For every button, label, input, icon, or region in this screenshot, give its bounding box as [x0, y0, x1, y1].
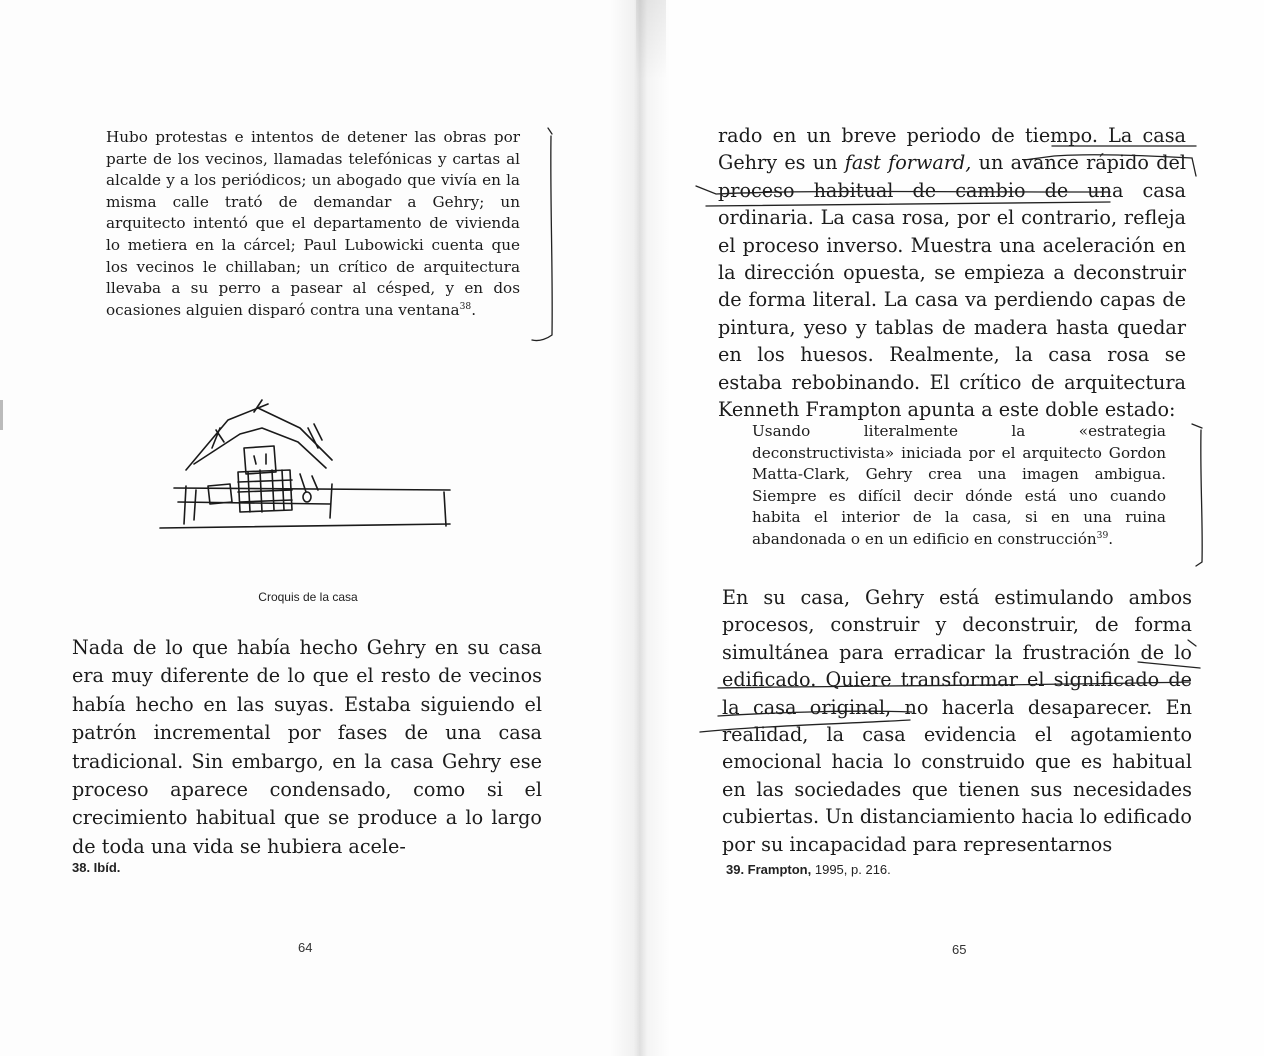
- body-text-right-top-part2: un avance rápido del proceso habitual de cambio de una casa ordinaria. La casa rosa, por el contrario, refleja el proceso inverso. Muestra una aceleración en la dirección opuesta, se empieza a deconstruir de forma literal. La casa va perdiendo capas de pintura, yeso y tablas de madera hasta quedar en los huesos. Realmente, la casa rosa se estaba rebobinando. El crítico de arquitectura Kenneth Frampton apunta a este doble estado:: [718, 151, 1186, 422]
- body-text-left: Nada de lo que había hecho Gehry en su casa era muy diferente de lo que el resto de vecinos había hecho en las suyas. Estaba siguiendo el patrón incremental por fases de una casa tradicional. Sin embargo, en la casa Gehry ese proceso aparece condensado, como si el crecimiento habitual que se produce a lo largo de toda una vida se hubiera acele-: [72, 636, 542, 858]
- figure-caption: Croquis de la casa: [258, 590, 358, 604]
- italic-term-fast-forward: fast forward,: [844, 151, 972, 175]
- footnote-39-author: 39. Frampton,: [726, 862, 812, 877]
- body-text-right-top-part1: rado en un breve periodo de tiempo. La casa Gehry es un: [718, 124, 1186, 175]
- body-text-right-bottom: En su casa, Gehry está estimulando ambos procesos, construir y deconstruir, de forma simultánea para erradicar la frustración de lo edificado. Quiere transformar el significado de la casa original, no hacerla desaparecer. En realidad, la casa evidencia el agotamiento emocional hacia lo construido que es habitual en las sociedades que tienen sus necesidades cubiertas. Un distanciamiento hacia lo edificado por su incapacidad para representarnos: [722, 586, 1192, 856]
- block-quote-left-end: .: [471, 300, 477, 319]
- page-edge-mark: [0, 400, 3, 430]
- page-number-right: 65: [952, 942, 967, 957]
- house-sketch-illustration: [150, 398, 460, 548]
- page-number-left: 64: [298, 940, 313, 955]
- footnote-39-rest: 1995, p. 216.: [811, 862, 891, 877]
- block-quote-left: [106, 127, 520, 321]
- body-text-right-top: [718, 122, 1186, 423]
- right-page: [636, 0, 1264, 1056]
- block-quote-right: [752, 421, 1166, 551]
- footnote-39: [726, 862, 891, 877]
- gutter-top-shadow: [636, 0, 666, 80]
- footnote-ref-39: 39: [1096, 530, 1109, 541]
- block-quote-right-text: Usando literalmente la «estrategia deconstructivista» iniciada por el arquitecto Gordon Matta-Clark, Gehry crea una imagen ambigua. Siempre es difícil decir dónde está uno cuando habita el interior de la casa, si en una ruina abandonada o en un edificio en construcción: [752, 422, 1166, 548]
- block-quote-right-end: .: [1108, 529, 1114, 548]
- footnote-ref-38: 38: [459, 301, 472, 312]
- block-quote-left-text: Hubo protestas e intentos de detener las obras por parte de los vecinos, llamadas telefónicas y cartas al alcalde y a los periódicos; un abogado que vivía en la misma calle trató de demandar a Gehry; un arquitecto intentó que el departamento de vivienda lo metiera en la cárcel; Paul Lubowicki cuenta que los vecinos le chillaban; un crítico de arquitectura llevaba a su perro a pasear al césped, y en dos ocasiones alguien disparó contra una ventana: [106, 128, 520, 319]
- footnote-38: 38. Ibíd.: [72, 860, 121, 875]
